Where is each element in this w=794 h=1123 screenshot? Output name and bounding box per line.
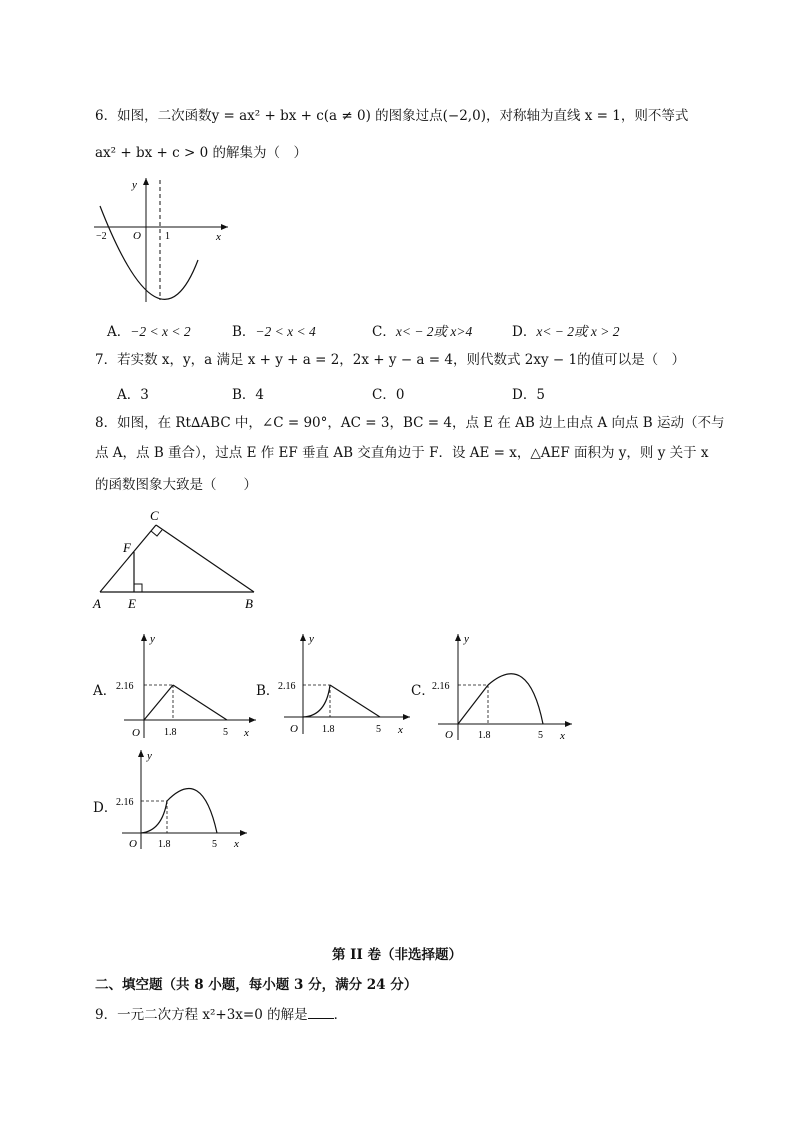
q8-b-origin: O bbox=[290, 723, 298, 735]
q8-d-y-label: y bbox=[147, 750, 152, 762]
q8-b-y-label: y bbox=[309, 633, 314, 645]
q6-tick-1: 1 bbox=[165, 231, 170, 242]
q8-label-f: F bbox=[123, 540, 131, 555]
q6-option-a: A．−2 < x < 2 bbox=[107, 324, 191, 340]
q8-option-d-letter: D． bbox=[93, 800, 118, 816]
q6-origin-label: O bbox=[133, 230, 141, 242]
q8-graph-d bbox=[112, 745, 252, 855]
q6-option-b: B．−2 < x < 4 bbox=[232, 324, 316, 340]
q8-triangle-figure bbox=[90, 505, 265, 615]
q6-x-label: x bbox=[216, 231, 221, 243]
section2-heading: 二、填空题（共 8 小题，每小题 3 分，满分 24 分） bbox=[95, 977, 418, 993]
q8-c-x-tick1: 1.8 bbox=[478, 730, 491, 741]
q6-option-d: D．x< − 2或 x > 2 bbox=[512, 324, 620, 340]
q8-d-x-tick2: 5 bbox=[212, 839, 217, 850]
q8-b-x-label: x bbox=[398, 724, 403, 736]
q8-c-x-tick2: 5 bbox=[538, 730, 543, 741]
q6-stem-line2: ax² + bx + c > 0 的解集为（ ） bbox=[95, 145, 307, 161]
q9-answer-blank bbox=[308, 1006, 334, 1019]
q8-label-e: E bbox=[128, 596, 136, 611]
section2-title: 第 II 卷（非选择题） bbox=[331, 947, 463, 963]
q8-label-b: B bbox=[245, 596, 253, 611]
q8-a-y-label: y bbox=[150, 633, 155, 645]
q6-option-c: C．x< − 2或 x>4 bbox=[372, 324, 473, 340]
q6-tick-neg2: −2 bbox=[96, 231, 107, 242]
q8-a-y-tick: 2.16 bbox=[116, 681, 134, 692]
q8-d-origin: O bbox=[129, 838, 137, 850]
q8-graph-c bbox=[430, 628, 580, 743]
q7-option-c: C．0 bbox=[372, 387, 405, 403]
q8-label-c: C bbox=[150, 508, 159, 523]
q8-stem-line3: 的函数图象大致是（ ） bbox=[95, 477, 257, 493]
q8-b-x-tick2: 5 bbox=[376, 724, 381, 735]
q7-option-b: B．4 bbox=[232, 387, 265, 403]
q8-graph-b bbox=[276, 628, 416, 743]
q9-stem: 9．一元二次方程 x²+3x=0 的解是 ． bbox=[95, 1007, 348, 1023]
q8-a-x-tick2: 5 bbox=[223, 727, 228, 738]
q8-option-b-letter: B． bbox=[256, 683, 280, 699]
q8-graph-a bbox=[112, 628, 262, 743]
q8-c-origin: O bbox=[445, 729, 453, 741]
q7-option-d: D．5 bbox=[512, 387, 545, 403]
q8-a-origin: O bbox=[132, 727, 140, 739]
q7-option-a: A．3 bbox=[117, 387, 149, 403]
q6-stem-line1: 6．如图，二次函数y = ax² + bx + c(a ≠ 0) 的图象过点(−2,0)，对称轴为直线 x = 1，则不等式 bbox=[95, 108, 689, 124]
q8-c-x-label: x bbox=[560, 730, 565, 742]
q8-a-x-tick1: 1.8 bbox=[164, 727, 177, 738]
q8-d-x-tick1: 1.8 bbox=[158, 839, 171, 850]
q8-label-a: A bbox=[93, 596, 101, 611]
q8-b-x-tick1: 1.8 bbox=[322, 724, 335, 735]
q8-b-y-tick: 2.16 bbox=[278, 681, 296, 692]
q8-option-a-letter: A． bbox=[93, 683, 117, 699]
q8-c-y-label: y bbox=[464, 633, 469, 645]
q6-parabola-figure bbox=[88, 172, 238, 312]
q8-d-x-label: x bbox=[234, 838, 239, 850]
q6-y-label: y bbox=[132, 179, 137, 191]
q8-stem-line1: 8．如图，在 Rt∆ABC 中，∠C = 90°，AC = 3，BC = 4，点 E 在 AB 边上由点 A 向点 B 运动（不与 bbox=[95, 415, 725, 431]
q8-stem-line2: 点 A，点 B 重合），过点 E 作 EF 垂直 AB 交直角边于 F．设 AE = x，△AEF 面积为 y，则 y 关于 x bbox=[95, 445, 709, 461]
q8-d-y-tick: 2.16 bbox=[116, 797, 134, 808]
q8-c-y-tick: 2.16 bbox=[432, 681, 450, 692]
q8-a-x-label: x bbox=[244, 727, 249, 739]
q7-stem: 7．若实数 x，y，a 满足 x + y + a = 2，2x + y − a = 4，则代数式 2xy − 1的值可以是（ ） bbox=[95, 352, 686, 368]
q8-option-c-letter: C． bbox=[411, 683, 435, 699]
